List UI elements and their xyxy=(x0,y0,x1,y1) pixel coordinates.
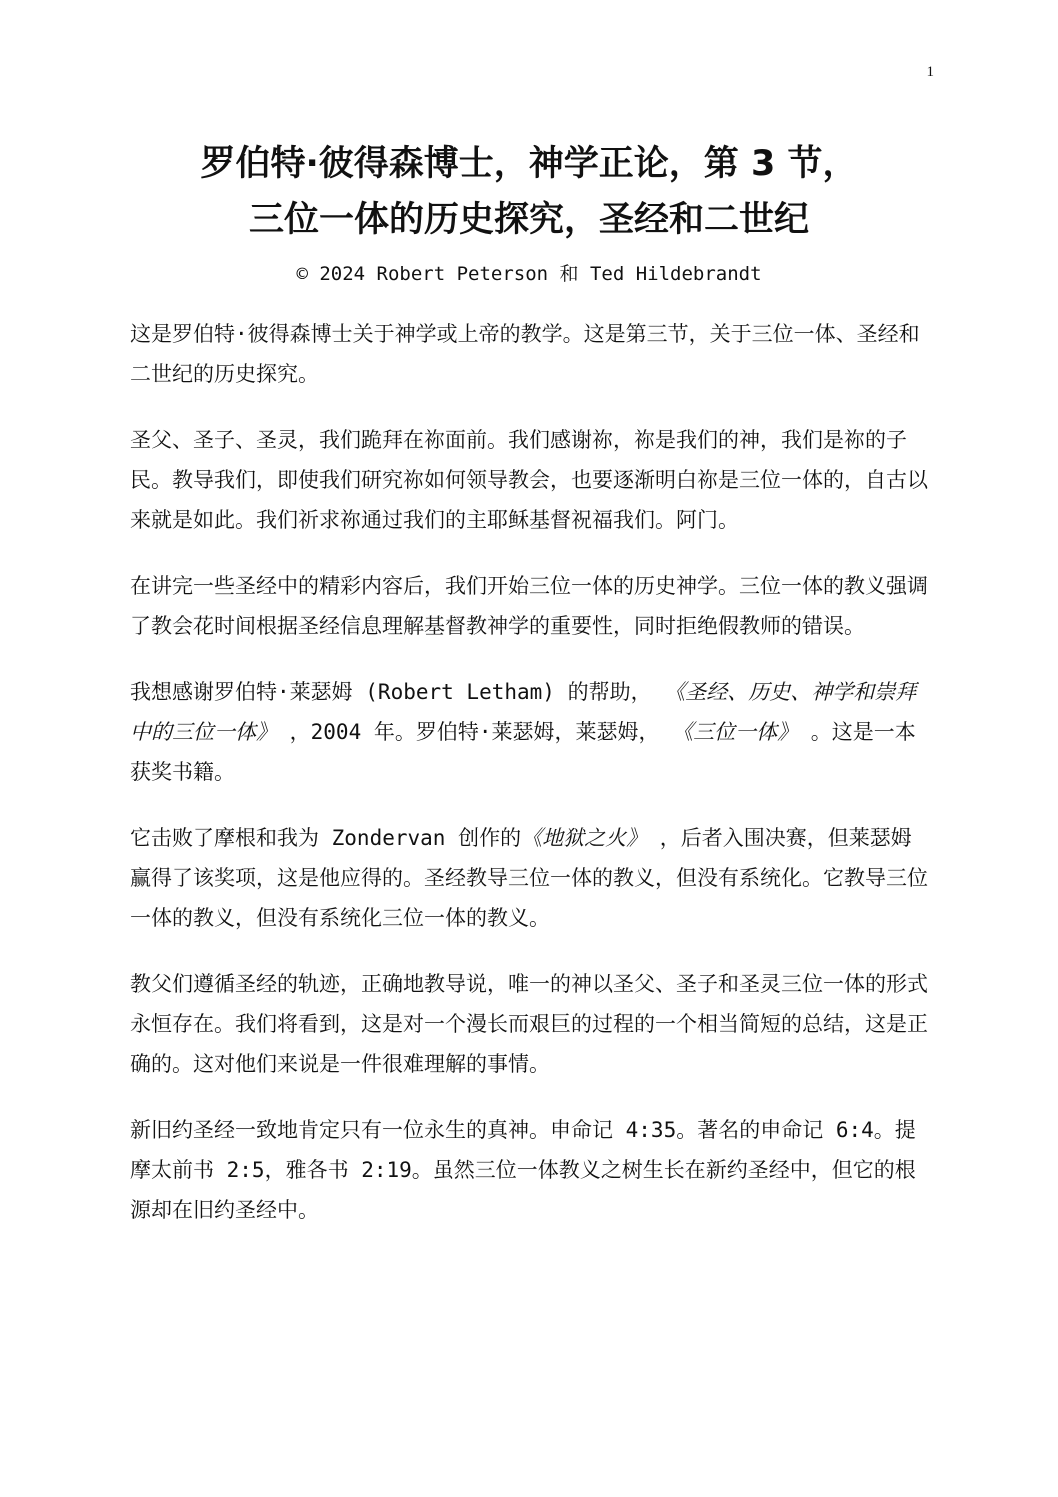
acknowledgement-text-1: 我想感谢罗伯特·莱瑟姆 (Robert Letham) 的帮助， xyxy=(130,680,665,704)
book-title-hellfire: 《地狱之火》 xyxy=(521,826,648,850)
paragraph-intro: 这是罗伯特·彼得森博士关于神学或上帝的教学。这是第三节，关于三位一体、圣经和二世纪的历史探究。 xyxy=(130,322,920,386)
acknowledgement-text-3: 。这是一本获奖书籍。 xyxy=(130,720,916,784)
document-body xyxy=(130,314,930,1256)
paragraph-scripture: 新旧约圣经一致地肯定只有一位永生的真神。申命记 4:35。著名的申命记 6:4。提摩太前书 2:5，雅各书 2:19。虽然三位一体教义之树生长在新约圣经中，但它的根源却在旧约圣经中。 xyxy=(130,1118,916,1222)
page-number: 1 xyxy=(926,64,934,80)
award-text-2: ，后者入围决赛，但莱瑟姆赢得了该奖项，这是他应得的。圣经教导三位一体的教义，但没有系统化。它教导三位一体的教义，但没有系统化三位一体的教义。 xyxy=(130,826,928,930)
book-title-trinity: 《三位一体》 xyxy=(672,720,799,744)
paragraph-prayer: 圣父、圣子、圣灵，我们跪拜在祢面前。我们感谢祢，祢是我们的神，我们是祢的子民。教导我们，即使我们研究祢如何领导教会，也要逐渐明白祢是三位一体的，自古以来就是如此。我们祈求祢通过我们的主耶稣基督祝福我们。阿门。 xyxy=(130,428,928,532)
book-title-trinity-full: 《圣经、历史、神学和崇拜中的三位一体》 xyxy=(130,680,917,744)
award-text-1: 它击败了摩根和我为 Zondervan 创作的 xyxy=(130,826,522,850)
acknowledgement-text-2: ，2004 年。罗伯特·莱瑟姆，莱瑟姆， xyxy=(277,720,673,744)
paragraph-acknowledgement xyxy=(130,672,930,792)
title-line-1: 罗伯特·彼得森博士，神学正论，第 3 节， xyxy=(200,144,858,184)
paragraph-historical-theology: 在讲完一些圣经中的精彩内容后，我们开始三位一体的历史神学。三位一体的教义强调了教会花时间根据圣经信息理解基督教神学的重要性，同时拒绝假教师的错误。 xyxy=(130,574,928,638)
paragraph-award xyxy=(130,818,930,938)
title-line-2: 三位一体的历史探究，圣经和二世纪 xyxy=(248,200,809,240)
document-title xyxy=(0,136,1058,248)
paragraph-church-fathers: 教父们遵循圣经的轨迹，正确地教导说，唯一的神以圣父、圣子和圣灵三位一体的形式永恒存在。我们将看到，这是对一个漫长而艰巨的过程的一个相当简短的总结，这是正确的。这对他们来说是一件很难理解的事情。 xyxy=(130,972,928,1076)
copyright-notice: © 2024 Robert Peterson 和 Ted Hildebrandt xyxy=(296,263,762,285)
